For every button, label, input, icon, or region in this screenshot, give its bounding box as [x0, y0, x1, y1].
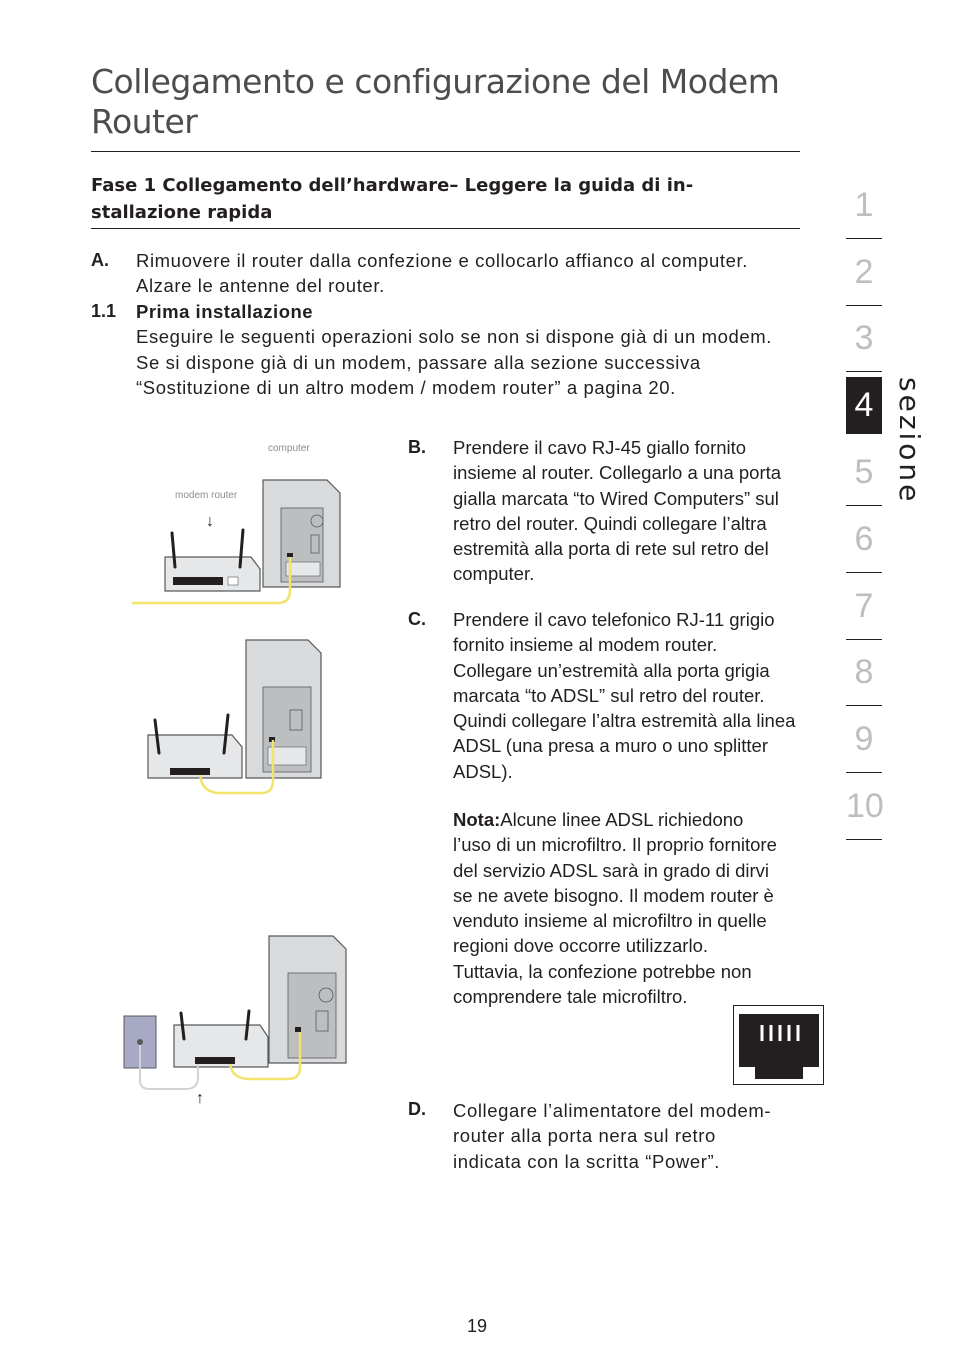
router — [165, 557, 260, 591]
nav-divider — [846, 839, 882, 840]
figure-router-computer — [128, 435, 348, 610]
section-nav-2[interactable]: 2 — [854, 253, 874, 291]
section-nav-7[interactable]: 7 — [854, 587, 874, 625]
nav-divider — [846, 705, 882, 706]
note-text: Alcune linee ADSL richiedono l’uso di un microfiltro. Il proprio fornitore del servizio ADSL sarà in grado di dirvi se ne avete bisogno. Il modem router è venduto insieme al microfiltro in quelle regioni dove occorre utilizzarlo. Tuttavia, la confezione potrebbe non comprendere tale microfiltro. — [453, 809, 777, 1008]
nav-divider — [846, 772, 882, 773]
section-nav-9[interactable]: 9 — [854, 720, 874, 758]
down-arrow-icon: ↓ — [206, 513, 214, 530]
step-1-1-heading: Prima installazione — [136, 301, 314, 322]
step-b-text: Prendere il cavo RJ-45 giallo fornito insieme al router. Collegarlo a una porta gialla marcata “to Wired Computers” sul retro del router. Quindi collegare l’altra estremità alla porta di rete sul retro del computer. — [453, 437, 782, 585]
section-nav-10[interactable]: 10 — [846, 787, 884, 825]
section-nav-1[interactable]: 1 — [854, 186, 874, 224]
nav-divider — [846, 238, 882, 239]
up-arrow-icon: ↑ — [196, 1090, 204, 1107]
note-label: Nota: — [453, 809, 501, 830]
step-1-1-label: 1.1 — [91, 301, 117, 321]
step-b-label: B. — [408, 437, 426, 457]
page-number: 19 — [466, 1316, 488, 1336]
nav-divider — [846, 305, 882, 306]
step-d-text: Collegare l’alimentatore del modem-router alla porta nera sul retro indicata con la scritta “Power”. — [453, 1100, 772, 1172]
step-a-text: Rimuovere il router dalla confezione e collocarlo affianco al computer. Alzare le antenne del router. — [136, 250, 748, 297]
section-nav-6[interactable]: 6 — [854, 520, 874, 558]
note-block — [453, 807, 783, 1009]
step-c-text: Prendere il cavo telefonico RJ-11 grigio fornito insieme al modem router. Collegare un’estremità alla porta grigia marcata “to ADSL” sul retro del router. Quindi collegare l’altra estremità alla linea ADSL (una presa a muro o uno splitter ADSL). — [453, 609, 796, 782]
section-word-text: sezione — [893, 377, 926, 505]
section-heading: Fase 1 Collegamento dell’hardware– Leggere la guida di in-stallazione rapida — [91, 175, 694, 223]
section-nav-8[interactable]: 8 — [854, 653, 874, 691]
nav-divider — [846, 505, 882, 506]
step-a-label: A. — [91, 250, 109, 270]
computer-label: computer — [268, 443, 310, 454]
nav-divider — [846, 639, 882, 640]
section-nav-4-label: 4 — [854, 386, 874, 424]
nav-divider — [846, 572, 882, 573]
rj45-port-icon — [733, 1005, 825, 1086]
step-1-1-text: Eseguire le seguenti operazioni solo se non si dispone già di un modem. Se si dispone già di un modem, passare alla sezione successiva “Sostituzione di un altro modem / modem router” a pagina 20. — [136, 326, 772, 399]
page-title: Collegamento e configurazione del Modem Router — [91, 62, 780, 141]
figure-router-computer-2 — [140, 635, 330, 805]
modem-router-label: modem router — [175, 490, 238, 501]
nav-divider — [846, 371, 882, 372]
section-nav-3[interactable]: 3 — [854, 319, 874, 357]
section-nav-5[interactable]: 5 — [854, 453, 874, 491]
section-word — [893, 377, 933, 517]
step-1-1-block — [136, 299, 796, 401]
heading-divider — [91, 228, 800, 229]
section-nav-4-active[interactable] — [846, 377, 882, 434]
step-c-label: C. — [408, 609, 426, 629]
title-divider — [91, 151, 800, 152]
figure-adsl-connection — [120, 933, 350, 1108]
step-d-label: D. — [408, 1099, 426, 1119]
